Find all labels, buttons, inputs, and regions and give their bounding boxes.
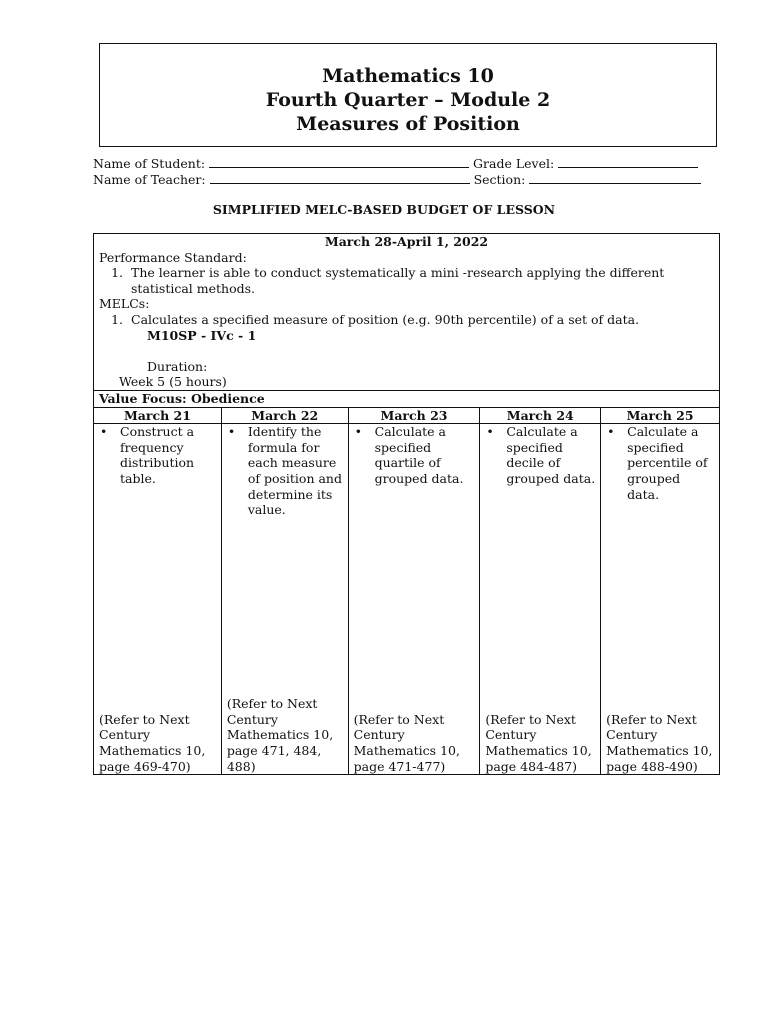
section-label: Section: [473, 172, 526, 187]
day-task-4 [484, 424, 596, 486]
day-task-2 [226, 424, 344, 518]
day-activity-row [94, 424, 720, 775]
module-title-box [99, 43, 717, 147]
budget-heading: SIMPLIFIED MELC-BASED BUDGET OF LESSON [212, 202, 556, 217]
spacer [99, 343, 714, 359]
bullet-icon: • [100, 424, 108, 440]
task-text: Construct a frequency distribution table. [120, 424, 195, 486]
reference-text: (Refer to Next Century Mathematics 10, page 484-487) [485, 711, 592, 774]
day-header-4: March 24 [480, 407, 601, 424]
teacher-label: Name of Teacher: [93, 172, 206, 187]
lesson-budget-table [93, 233, 720, 775]
day-task-1 [98, 424, 217, 486]
melc-text: Calculates a specified measure of position (e.g. 90th percentile) of a set of data. [131, 311, 640, 327]
task-text: Calculate a specified decile of grouped data. [506, 424, 596, 486]
reference-text: (Refer to Next Century Mathematics 10, page 471, 484, 488) [226, 696, 334, 774]
reference-text: (Refer to Next Century Mathematics 10, page 469-470) [99, 711, 206, 774]
day-cell-1 [94, 424, 222, 775]
day-header-1: March 21 [94, 407, 222, 424]
bullet-icon: • [227, 424, 236, 440]
module-quarter: Fourth Quarter – Module 2 [265, 89, 551, 111]
performance-text: The learner is able to conduct systematically a mini -research applying the different statistical methods. [131, 265, 665, 296]
task-text: Calculate a specified percentile of grouped data. [627, 424, 708, 502]
bullet-icon: • [354, 424, 362, 440]
reference-text: (Refer to Next Century Mathematics 10, page 471-477) [353, 711, 460, 774]
day-cell-3 [348, 424, 480, 775]
day-header-3: March 23 [348, 407, 480, 424]
day-header-row [94, 407, 720, 424]
day-header-2: March 22 [221, 407, 348, 424]
day-cell-2 [221, 424, 348, 775]
bullet-icon: • [607, 424, 615, 440]
teacher-blank [210, 173, 470, 184]
module-topic: Measures of Position [296, 113, 520, 135]
melc-item [99, 312, 714, 328]
section-blank [529, 173, 701, 184]
bullet-icon: • [486, 424, 494, 440]
performance-number: 1. [111, 265, 123, 281]
grade-level-blank [558, 157, 698, 168]
header-row [94, 234, 720, 391]
value-focus-row [94, 390, 720, 407]
day-header-5: March 25 [601, 407, 720, 424]
melc-number: 1. [111, 311, 123, 327]
duration-value: Week 5 (5 hours) [119, 374, 227, 390]
melcs-label: MELCs: [99, 296, 150, 312]
date-range: March 28-April 1, 2022 [324, 234, 489, 249]
grade-level-label: Grade Level: [473, 156, 555, 171]
performance-standard-item [99, 265, 714, 296]
task-text: Calculate a specified quartile of grouped data. [374, 424, 464, 486]
module-subject: Mathematics 10 [322, 65, 494, 87]
performance-standard-label: Performance Standard: [99, 249, 247, 265]
melc-code: M10SP - IVc - 1 [147, 327, 257, 343]
teacher-info-line [93, 172, 701, 187]
lesson-header-cell [94, 234, 720, 391]
day-task-5 [605, 424, 715, 502]
student-label: Name of Student: [93, 156, 206, 171]
reference-text: (Refer to Next Century Mathematics 10, page 488-490) [606, 711, 713, 774]
value-focus: Value Focus: Obedience [94, 390, 720, 407]
student-blank [209, 157, 469, 168]
student-info-line [93, 156, 698, 171]
task-text: Identify the formula for each measure of position and determine its value. [247, 424, 342, 518]
day-cell-4 [480, 424, 601, 775]
duration-label: Duration: [147, 358, 208, 374]
day-cell-5 [601, 424, 720, 775]
day-task-3 [353, 424, 476, 486]
